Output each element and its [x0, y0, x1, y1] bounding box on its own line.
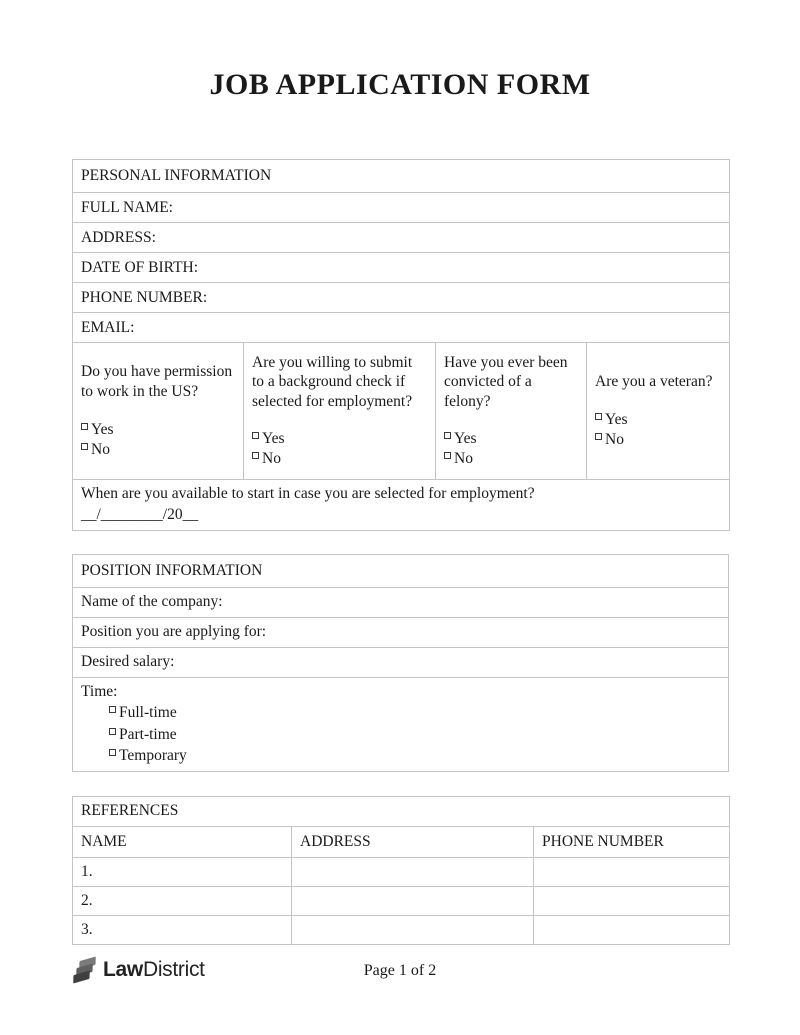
question-text: Have you ever been convicted of a felony? [444, 353, 568, 410]
field-row [73, 647, 729, 677]
option-yes[interactable] [252, 429, 427, 449]
phone-number-field[interactable]: PHONE NUMBER: [73, 283, 730, 313]
checkbox-icon[interactable] [252, 452, 259, 459]
option-no[interactable] [252, 449, 427, 469]
reference-2-phone-cell[interactable] [534, 886, 730, 915]
references-column-header-row [73, 826, 730, 857]
option-full-time[interactable] [109, 703, 720, 723]
checkbox-icon[interactable] [81, 443, 88, 450]
table-row [73, 857, 730, 886]
field-row [73, 617, 729, 647]
company-name-field[interactable]: Name of the company: [73, 587, 729, 617]
question-text: Are you a veteran? [595, 373, 713, 391]
option-label: No [262, 450, 281, 468]
desired-salary-field[interactable]: Desired salary: [73, 647, 729, 677]
option-label: No [91, 440, 110, 458]
option-no[interactable] [444, 449, 578, 469]
option-temporary[interactable] [109, 746, 720, 766]
field-row [73, 313, 730, 343]
option-yes[interactable] [444, 429, 578, 449]
section-header-row [73, 554, 729, 587]
reference-2-address-cell[interactable] [292, 886, 534, 915]
brand-district-text: District [142, 958, 205, 981]
checkbox-icon[interactable] [595, 413, 602, 420]
date-of-birth-field[interactable]: DATE OF BIRTH: [73, 253, 730, 283]
references-table [72, 796, 730, 945]
reference-1-name-cell[interactable]: 1. [73, 857, 292, 886]
option-yes[interactable] [595, 410, 721, 430]
page-title: JOB APPLICATION FORM [209, 68, 591, 101]
question-veteran [587, 343, 730, 480]
references-section-header: REFERENCES [73, 796, 730, 826]
question-background-check [244, 343, 436, 480]
option-no[interactable] [595, 430, 721, 450]
column-header-name: NAME [73, 826, 292, 857]
option-label: Yes [605, 410, 628, 428]
option-label: No [454, 450, 473, 468]
section-header-row [73, 160, 730, 193]
availability-question: When are you available to start in case you are selected for employment? [81, 485, 535, 502]
checkbox-icon[interactable] [109, 749, 116, 756]
position-section-header: POSITION INFORMATION [73, 554, 729, 587]
table-row [73, 915, 730, 944]
field-row [73, 587, 729, 617]
checkbox-icon[interactable] [252, 432, 259, 439]
position-applying-field[interactable]: Position you are applying for: [73, 617, 729, 647]
checkbox-icon[interactable] [81, 423, 88, 430]
field-row [73, 283, 730, 313]
question-text: Do you have permission to work in the US? [81, 363, 233, 400]
field-row [73, 253, 730, 283]
option-label: Temporary [119, 747, 187, 765]
option-no[interactable] [81, 440, 235, 460]
section-header-row [73, 796, 730, 826]
column-header-address: ADDRESS [292, 826, 534, 857]
reference-3-phone-cell[interactable] [534, 915, 730, 944]
page-number: Page 1 of 2 [363, 962, 437, 979]
field-row [73, 193, 730, 223]
column-header-phone-number: PHONE NUMBER [534, 826, 730, 857]
reference-2-name-cell[interactable]: 2. [73, 886, 292, 915]
checkbox-icon[interactable] [109, 706, 116, 713]
field-row [73, 223, 730, 253]
time-row [73, 677, 729, 771]
checkbox-icon[interactable] [595, 433, 602, 440]
checkbox-icon[interactable] [109, 728, 116, 735]
table-row [73, 886, 730, 915]
reference-1-address-cell[interactable] [292, 857, 534, 886]
option-label: Yes [91, 420, 114, 438]
option-label: Full-time [119, 704, 177, 722]
checkbox-icon[interactable] [444, 452, 451, 459]
questions-row [73, 343, 730, 480]
reference-1-phone-cell[interactable] [534, 857, 730, 886]
option-yes[interactable] [81, 420, 235, 440]
option-label: Yes [454, 430, 477, 448]
option-part-time[interactable] [109, 725, 720, 745]
personal-information-table [72, 159, 730, 531]
time-label: Time: [81, 683, 118, 701]
question-permission-to-work [73, 343, 244, 480]
option-label: Yes [262, 430, 285, 448]
reference-3-address-cell[interactable] [292, 915, 534, 944]
brand-law-text: Law [103, 958, 143, 981]
page-footer [0, 952, 800, 992]
address-field[interactable]: ADDRESS: [73, 223, 730, 253]
question-text: Are you willing to submit to a background check if selected for employment? [252, 353, 413, 410]
availability-field[interactable] [73, 480, 730, 531]
availability-row [73, 480, 730, 531]
email-field[interactable]: EMAIL: [73, 313, 730, 343]
checkbox-icon[interactable] [444, 432, 451, 439]
time-field [73, 677, 729, 771]
position-information-table [72, 554, 729, 772]
personal-section-header: PERSONAL INFORMATION [73, 160, 730, 193]
option-label: Part-time [119, 725, 177, 743]
reference-3-name-cell[interactable]: 3. [73, 915, 292, 944]
availability-date-line[interactable]: __/________/20__ [81, 505, 199, 523]
option-label: No [605, 430, 624, 448]
full-name-field[interactable]: FULL NAME: [73, 193, 730, 223]
question-felony-conviction [436, 343, 587, 480]
